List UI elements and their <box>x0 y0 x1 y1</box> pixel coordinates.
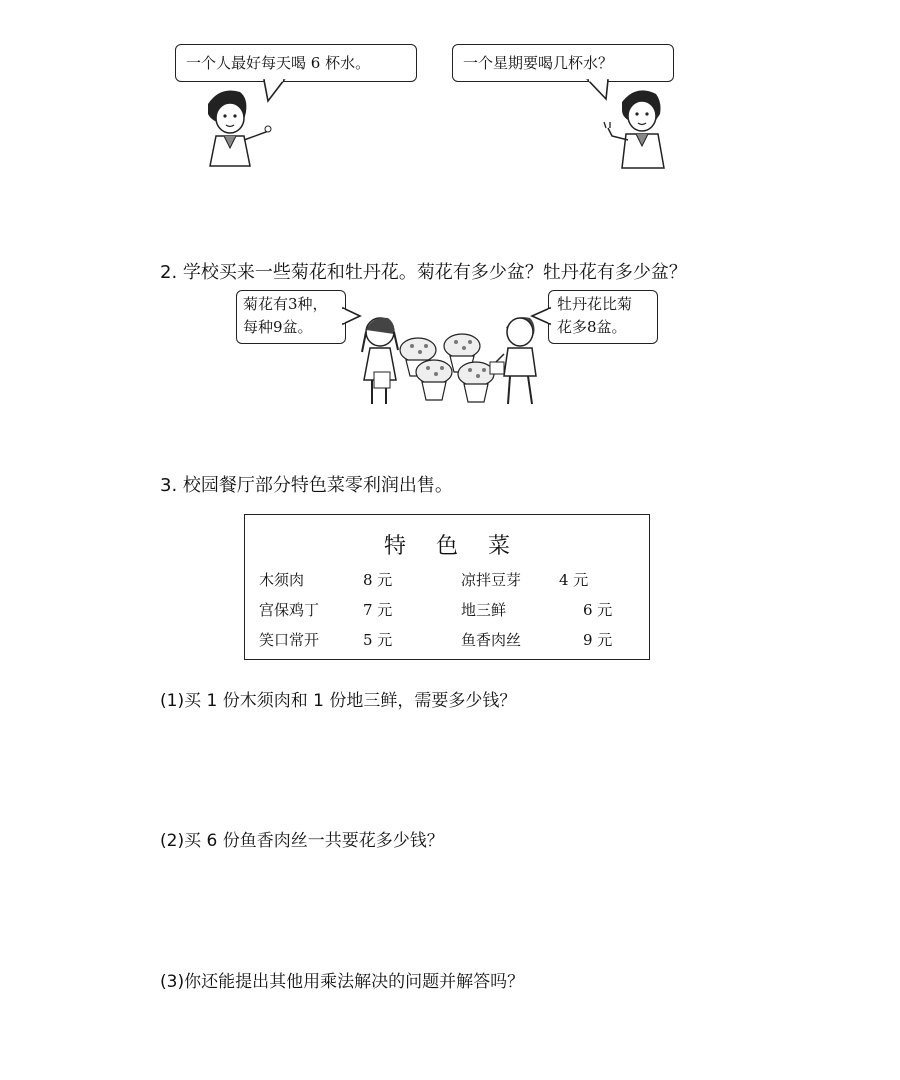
menu-item-price: 7 元 <box>363 601 393 619</box>
menu-item-price: 8 元 <box>363 571 393 589</box>
speech-bubble-left <box>175 44 417 82</box>
speech-text: 一个星期要喝几杯水？ <box>463 54 614 72</box>
speech-text: 花多8盆。 <box>557 318 627 336</box>
boy-thinking-illustration <box>600 84 680 174</box>
menu-item-name: 鱼香肉丝 <box>461 631 522 649</box>
boy-watering-illustration <box>490 314 550 410</box>
speech-text: 一个人最好每天喝 6 杯水。 <box>186 54 371 72</box>
speech-text: 每种9盆。 <box>243 318 313 336</box>
boy-pointing-illustration <box>190 84 280 174</box>
speech-bubble-right <box>452 44 674 82</box>
menu-item-price: 9 元 <box>583 631 613 649</box>
potted-flowers-illustration <box>398 332 498 408</box>
question-3-title: 3. 校园餐厅部分特色菜零利润出售。 <box>160 475 453 496</box>
menu-item-name: 木须肉 <box>259 571 305 589</box>
speech-text: 菊花有3种， <box>243 295 328 313</box>
menu-item-price: 4 元 <box>559 571 589 589</box>
menu-item-name: 笑口常开 <box>259 631 320 649</box>
menu-item-name: 宫保鸡丁 <box>259 601 320 619</box>
special-dishes-menu <box>244 514 650 660</box>
menu-heading: 特色菜 <box>383 534 540 559</box>
question-3-part-1: (1)买 1 份木须肉和 1 份地三鲜，需要多少钱？ <box>160 691 517 711</box>
speech-text: 牡丹花比菊 <box>557 295 633 313</box>
speech-bubble-chrysanthemum <box>236 290 346 344</box>
question-3-part-2: (2)买 6 份鱼香肉丝一共要花多少钱？ <box>160 831 444 851</box>
menu-item-name: 地三鲜 <box>461 601 507 619</box>
question-2-title: 2. 学校买来一些菊花和牡丹花。菊花有多少盆？牡丹花有多少盆？ <box>160 262 687 283</box>
menu-item-price: 6 元 <box>583 601 613 619</box>
speech-bubble-peony <box>548 290 658 344</box>
menu-item-price: 5 元 <box>363 631 393 649</box>
menu-item-name: 凉拌豆芽 <box>461 571 522 589</box>
question-3-part-3: (3)你还能提出其他用乘法解决的问题并解答吗？ <box>160 972 525 992</box>
